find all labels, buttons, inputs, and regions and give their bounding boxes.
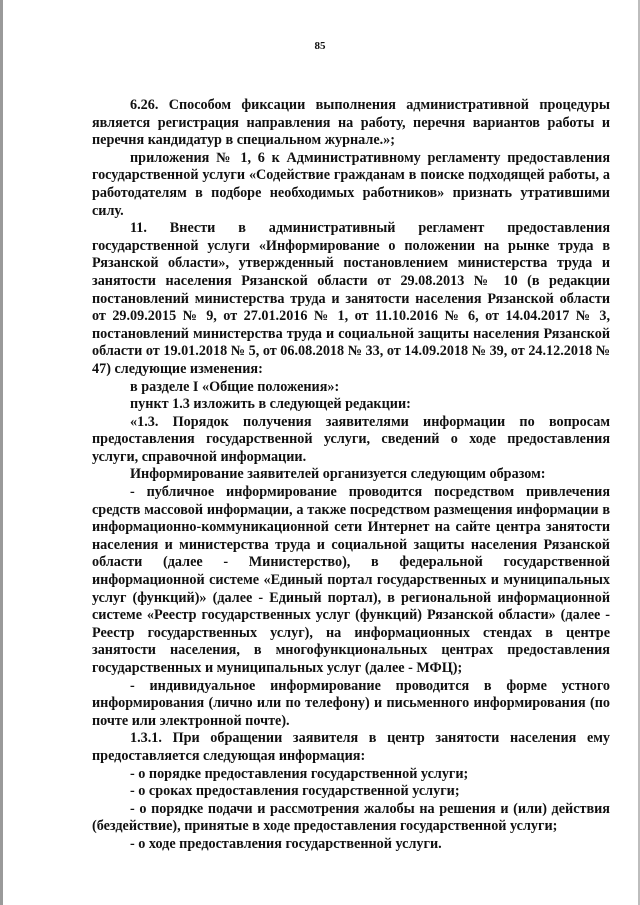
paragraph-11: 11. Внести в административный регламент предоставления государственной услуги «Информирование о положении на рынке труда в Рязанской области», утвержденный постановлением министерства труда и занятости населения Рязанской области от 29.08.2013 № 10 (в редакции постановлений министерства труда и занятости населения Рязанской области от 29.09.2015 № 9, от 27.01.2016 № 1, от 11.10.2016 № 6, от 14.04.2017 № 3, постановлений министерства труда и социальной защиты населения Рязанской области от 19.01.2018 № 5, от 06.08.2018 № 33, от 14.09.2018 № 39, от 24.12.2018 № 47) следующие изменения: <box>92 220 610 377</box>
list-item-progress: - о ходе предоставления государственной услуги. <box>130 835 442 852</box>
paragraph-1-3-1: 1.3.1. При обращении заявителя в центр занятости населения ему предоставляется следующая информация: <box>92 730 610 764</box>
paragraph-section-1: в разделе I «Общие положения»: <box>130 378 340 395</box>
page-number: 85 <box>314 40 326 52</box>
paragraph-individual-informing: - индивидуальное информирование проводится в форме устного информирования (лично или по телефону) и письменного информирования (по почте или электронной почте). <box>92 677 610 729</box>
paragraph-appendices: приложения № 1, 6 к Административному регламенту предоставления государственной услуги «Содействие гражданам в поиске подходящей работы, а работодателям в подборе необходимых работников» признать утратившими силу. <box>92 149 610 219</box>
paragraph-6-26: 6.26. Способом фиксации выполнения административной процедуры является регистрация направления на работу, перечня вариантов работы и перечня кандидатур в специальном журнале.»; <box>92 97 610 149</box>
paragraph-1-3: «1.3. Порядок получения заявителями информации по вопросам предоставления государственной услуги, сведений о ходе предоставления услуги, справочной информации. <box>92 413 610 465</box>
list-item-terms: - о сроках предоставления государственной услуги; <box>130 783 460 800</box>
document-body <box>92 97 610 854</box>
scan-edge-left <box>0 0 3 905</box>
list-item-complaints: - о порядке подачи и рассмотрения жалобы на решения и (или) действия (бездействие), принятые в ходе предоставления государственной услуги; <box>92 800 610 835</box>
paragraph-public-informing: - публичное информирование проводится посредством привлечения средств массовой информации, а также посредством размещения информации в информационно-коммуникационной сети Интернет на сайте центра занятости населения и министерства труда и социальной защиты населения Рязанской области (далее - Министерство), в федеральной государственной информационной системе «Единый портал государственных и муниципальных услуг (функций)» (далее - Единый портал), в региональной информационной системе «Реестр государственных услуг (функций) Рязанской области» (далее - Реестр государственных услуг), на информационных стендах в центре занятости населения, в многофункциональных центрах предоставления государственных и муниципальных услуг (далее - МФЦ); <box>92 484 610 676</box>
paragraph-point-1-3: пункт 1.3 изложить в следующей редакции: <box>130 396 411 413</box>
paragraph-informing: Информирование заявителей организуется следующим образом: <box>130 466 546 483</box>
list-item-procedure: - о порядке предоставления государственной услуги; <box>130 765 469 782</box>
